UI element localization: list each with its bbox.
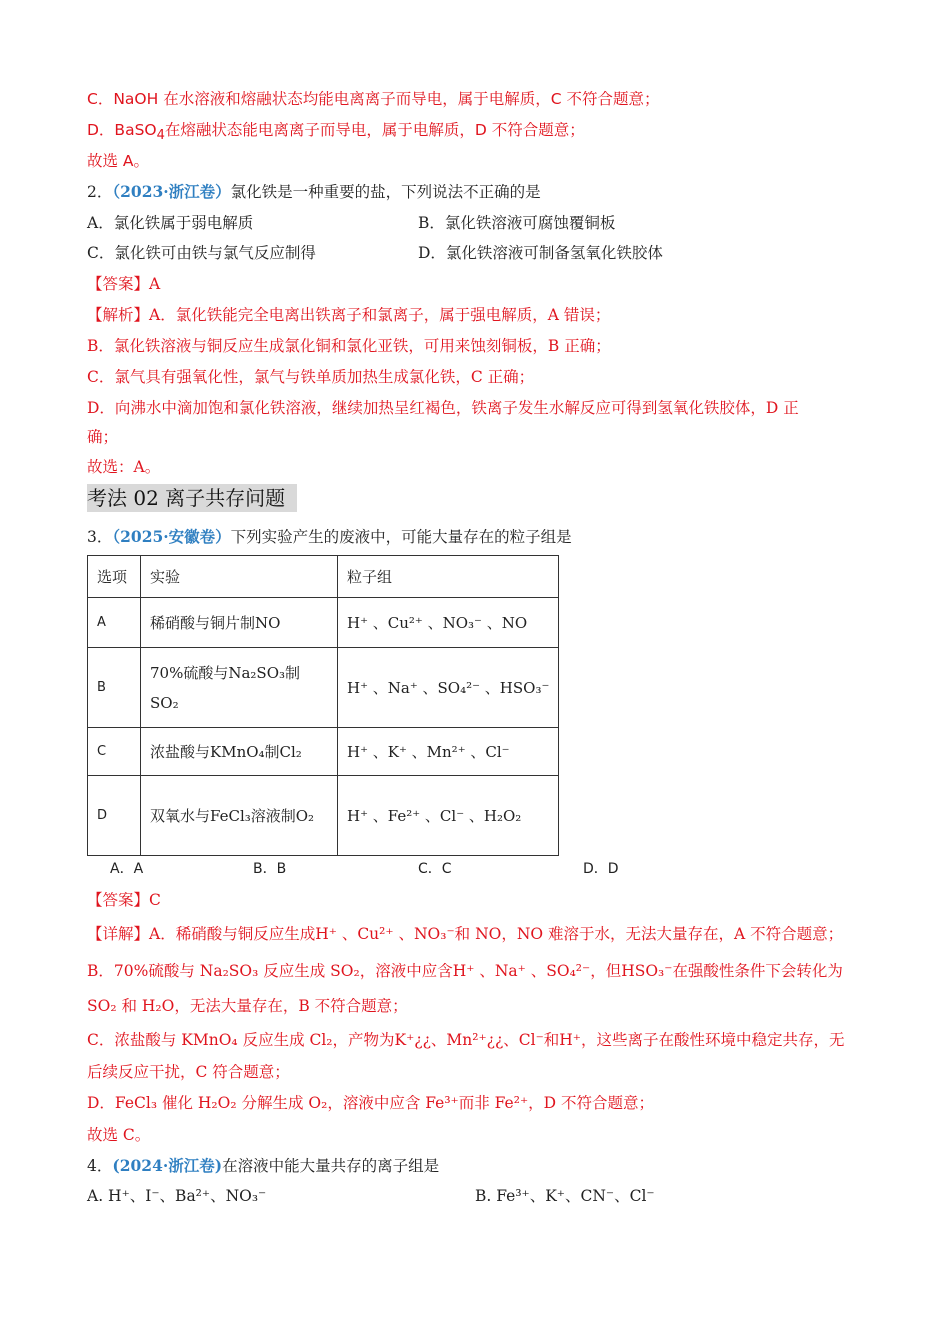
row-option: B <box>88 648 141 728</box>
q2-stem-text: 氯化铁是一种重要的盐，下列说法不正确的是 <box>230 183 541 201</box>
header-option: 选项 <box>88 556 141 598</box>
row-experiment: 稀硝酸与铜片制NO <box>141 598 338 648</box>
q3-detail-d: D．FeCl₃ 催化 H₂O₂ 分解生成 O₂，溶液中应含 Fe³⁺而非 Fe²⁺，D 不符合题意； <box>87 1094 654 1112</box>
q2-analysis-c: C．氯气具有强氧化性，氯气与铁单质加热生成氯化铁，C 正确； <box>87 368 535 386</box>
row-experiment: 浓盐酸与KMnO₄制Cl₂ <box>141 728 338 776</box>
q3-detail-a: 【详解】A．稀硝酸与铜反应生成H⁺ 、Cu²⁺ 、NO₃⁻和 NO，NO 难溶于水，无法大量存在，A 不符合题意； <box>87 925 844 943</box>
q3-stem-text: 下列实验产生的废液中，可能大量存在的粒子组是 <box>230 528 572 546</box>
header-particles: 粒子组 <box>338 556 559 598</box>
q3-number: 3． <box>87 528 113 546</box>
table-row <box>88 728 559 776</box>
q2-analysis-d: D．向沸水中滴加饱和氯化铁溶液，继续加热呈红褐色，铁离子发生水解反应可得到氢氧化铁胶体，D 正 <box>87 399 799 417</box>
table-row <box>88 648 559 728</box>
table-row <box>88 598 559 648</box>
row-particles: H⁺ 、Fe²⁺ 、Cl⁻ 、H₂O₂ <box>338 776 559 856</box>
table-row <box>88 776 559 856</box>
q3-source: （2025·安徽卷） <box>112 527 231 546</box>
q2-option-b: B．氯化铁溶液可腐蚀覆铜板 <box>418 214 616 232</box>
header-experiment: 实验 <box>141 556 338 598</box>
q3-option-a: A．A <box>110 861 144 877</box>
row-particles: H⁺ 、K⁺ 、Mn²⁺ 、Cl⁻ <box>338 728 559 776</box>
q2-option-c: C．氯化铁可由铁与氯气反应制得 <box>87 244 316 262</box>
q2-answer: 【答案】A <box>87 275 161 293</box>
q3-detail-b-cont: SO₂ 和 H₂O，无法大量存在，B 不符合题意； <box>87 997 408 1015</box>
row-particles: H⁺ 、Cu²⁺ 、NO₃⁻ 、NO <box>338 598 559 648</box>
row-option: A <box>88 598 141 648</box>
row-experiment: 70%硫酸与Na₂SO₃制SO₂ <box>141 648 338 728</box>
q3-option-b: B．B <box>253 861 287 877</box>
q3-option-d: D．D <box>583 861 619 877</box>
section-heading: 考法 02 离子共存问题 <box>87 484 297 512</box>
q3-detail-b: B．70%硫酸与 Na₂SO₃ 反应生成 SO₂，溶液中应含H⁺ 、Na⁺ 、SO₄²⁻，但HSO₃⁻在强酸性条件下会转化为 <box>87 962 843 980</box>
q3-detail-c: C．浓盐酸与 KMnO₄ 反应生成 Cl₂，产物为K⁺¿¿、Mn²⁺¿¿、Cl⁻和H⁺，这些离子在酸性环境中稳定共存，无 <box>87 1031 845 1049</box>
q3-stem <box>87 526 572 548</box>
q3-choose: 故选 C。 <box>87 1126 151 1144</box>
row-experiment: 双氧水与FeCl₃溶液制O₂ <box>141 776 338 856</box>
row-option: D <box>88 776 141 856</box>
q3-answer: 【答案】C <box>87 891 161 909</box>
q4-stem <box>87 1155 439 1177</box>
q2-option-a: A．氯化铁属于弱电解质 <box>87 214 254 232</box>
q3-table <box>87 555 559 856</box>
q4-option-a: A. H⁺、I⁻、Ba²⁺、NO₃⁻ <box>87 1187 267 1205</box>
q2-option-d: D．氯化铁溶液可制备氢氧化铁胶体 <box>418 244 663 262</box>
q4-stem-text: 在溶液中能大量共存的离子组是 <box>222 1157 440 1175</box>
text: 在熔融状态能电离离子而导电，属于电解质，D 不符合题意； <box>164 121 585 139</box>
analysis-line-c: C．NaOH 在水溶液和熔融状态均能电离离子而导电，属于电解质，C 不符合题意； <box>87 90 660 108</box>
row-option: C <box>88 728 141 776</box>
q2-analysis-d-cont: 确； <box>87 428 119 446</box>
q2-analysis-b: B．氯化铁溶液与铜反应生成氯化铜和氯化亚铁，可用来蚀刻铜板，B 正确； <box>87 337 611 355</box>
analysis-line-d <box>87 119 585 144</box>
analysis-choose: 故选 A。 <box>87 152 150 170</box>
q2-stem <box>87 181 541 203</box>
q4-source: (2024·浙江卷) <box>112 1156 223 1175</box>
q2-source: （2023·浙江卷） <box>112 182 231 201</box>
text: D．BaSO <box>87 121 157 139</box>
q2-number: 2． <box>87 183 113 201</box>
q4-option-b: B. Fe³⁺、K⁺、CN⁻、Cl⁻ <box>475 1187 655 1205</box>
q3-detail-c-cont: 后续反应干扰，C 符合题意； <box>87 1063 290 1081</box>
table-header-row <box>88 556 559 598</box>
q2-analysis-a: 【解析】A．氯化铁能完全电离出铁离子和氯离子，属于强电解质，A 错误； <box>87 306 611 324</box>
row-particles: H⁺ 、Na⁺ 、SO₄²⁻ 、HSO₃⁻ <box>338 648 559 728</box>
q3-option-c: C．C <box>418 861 452 877</box>
subscript: 4 <box>156 128 165 144</box>
q2-choose: 故选：A。 <box>87 458 161 476</box>
q4-number: 4． <box>87 1157 113 1175</box>
